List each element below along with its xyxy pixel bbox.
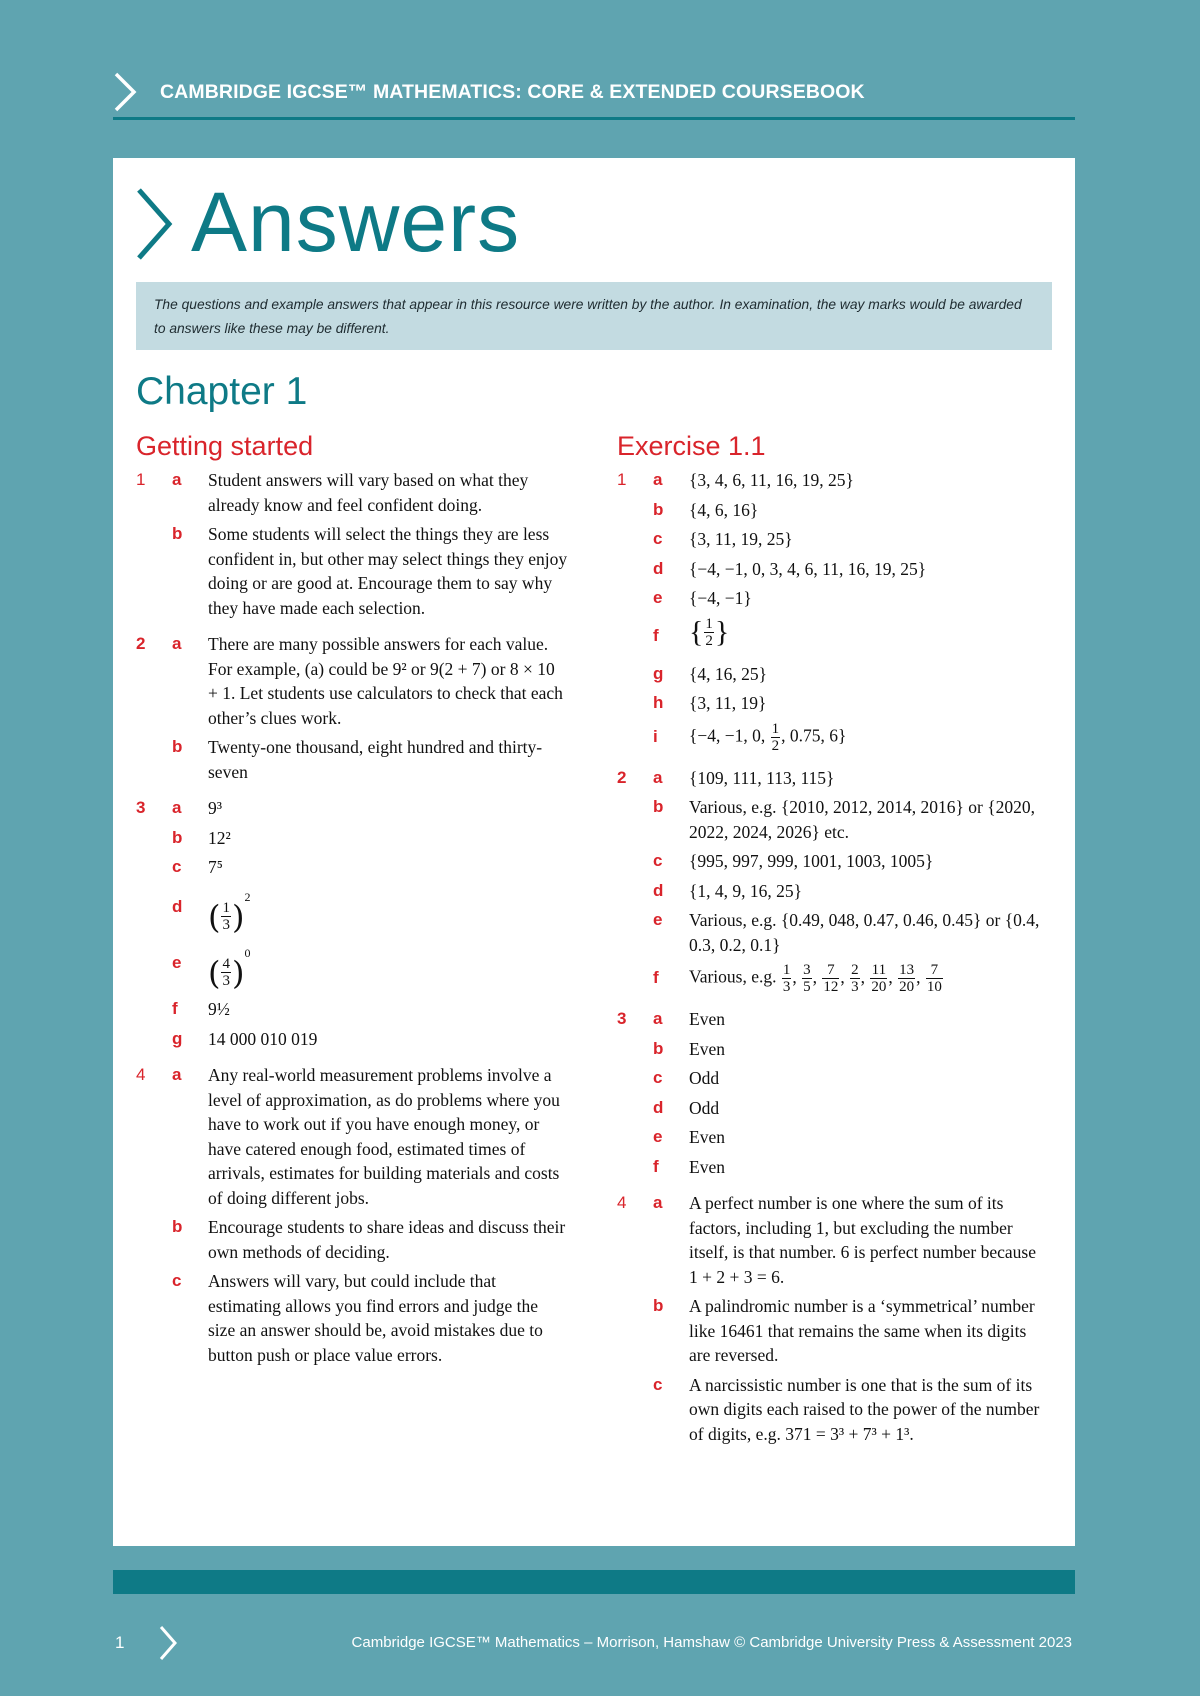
question-number: 3 [136,798,146,817]
section-heading: Getting started [136,431,314,461]
answer-part [172,1027,576,1052]
answer-part [653,1155,1057,1180]
fraction-list [781,962,944,995]
exercise-column [617,428,1057,1458]
fraction [926,962,943,995]
question-2 [617,766,1057,1001]
numerator: 1 [771,720,780,737]
answer-part [172,522,576,620]
answer-part [172,632,576,730]
exponent: 2 [244,889,251,904]
separator: , [812,966,822,987]
answer-text: Encourage students to share ideas and discuss their own methods of deciding. [208,1217,566,1262]
answer-part [172,1269,576,1367]
part-label: b [172,737,183,756]
answer-part [653,1294,1057,1368]
numerator: 3 [803,962,811,978]
answer-part [172,468,576,517]
fraction [802,962,812,995]
answer-text: 12² [208,827,231,848]
part-label: f [653,968,659,987]
answer-math [689,962,1057,995]
fraction [822,962,839,995]
question-1 [136,468,576,625]
question-number: 4 [617,1193,627,1212]
chevron-right-icon [135,186,173,262]
answer-part [172,855,576,880]
answer-part [653,795,1057,844]
header-divider [113,117,1075,120]
answer-part [653,879,1057,904]
denominator: 3 [222,916,230,933]
numerator: 7 [926,962,943,979]
numerator: 7 [822,962,839,979]
answer-part [172,735,576,784]
part-label: e [653,910,663,929]
numerator: 1 [705,615,713,632]
book-title: CAMBRIDGE IGCSE™ MATHEMATICS: CORE & EXTENDED COURSEBOOK [160,81,865,103]
denominator: 20 [899,979,915,995]
denominator: 5 [803,979,811,995]
part-label: c [172,857,182,876]
answer-text: {995, 997, 999, 1001, 1003, 1005} [689,851,934,871]
question-3 [136,796,576,1056]
running-header [113,70,1075,120]
answer-part [172,796,576,821]
part-label: c [653,851,663,870]
part-label: c [653,1068,663,1087]
answer-part [172,997,576,1022]
answer-part [172,1063,576,1210]
part-label: e [653,588,663,607]
answer-text: A perfect number is one where the sum of its factors, including 1, but excluding the number itself, is that number. 6 is perfect number because 1 + 2 + 3 = 6. [689,1193,1036,1287]
part-label: c [653,1374,663,1394]
part-label: i [653,726,658,746]
question-3 [617,1007,1057,1184]
part-label: d [653,1097,664,1117]
answer-part [653,586,1057,611]
fraction [782,962,792,995]
answer-part [653,616,1057,656]
answer-text: {109, 111, 113, 115} [689,767,835,788]
numerator: 2 [851,962,859,978]
answer-part [172,1215,576,1264]
page-number: 1 [115,1633,125,1652]
answer-part [653,766,1057,791]
separator: , [916,966,925,987]
part-label: a [172,634,182,653]
part-label: a [653,470,663,489]
set-start: {−4, −1, 0, [689,725,766,746]
question-number: 4 [136,1065,146,1085]
answer-part [172,826,576,851]
part-label: e [653,1127,663,1146]
numerator: 1 [222,899,230,916]
question-number: 1 [136,470,146,489]
part-label: c [172,1271,182,1291]
answer-text: There are many possible answers for each value. For example, (a) could be 9² or 9(2 + 7) or 8 × 10 + 1. Let students use calculators to check that each other’s clues work. [208,634,563,728]
part-label: c [653,529,663,548]
denominator: 3 [851,979,859,995]
answer-math: ( $\frac{4}{3}$ )$^0$ [208,945,251,992]
part-label: a [172,798,182,817]
answer-part [653,962,1057,995]
answer-part [653,1066,1057,1091]
separator: , [792,966,802,987]
getting-started-column [136,428,576,1379]
answer-math: { $\frac{1}{2}$ } [689,615,730,649]
part-label: f [172,999,178,1019]
question-4 [617,1191,1057,1451]
answer-text: {3, 4, 6, 11, 16, 19, 25} [689,470,854,490]
question-4 [136,1063,576,1372]
answer-part [653,691,1057,716]
fraction [870,962,887,995]
question-1 [617,468,1057,759]
answer-part [172,941,576,992]
page-title-text: Answers [191,175,521,269]
part-label: b [172,524,183,543]
disclaimer-box: The questions and example answers that appear in this resource were written by the author. In examination, the way marks would be awarded to answers like these may be different. [136,282,1052,350]
answer-text: A palindromic number is a ‘symmetrical’ number like 16461 that remains the same when its digits are reversed. [689,1296,1035,1365]
answer-part [653,662,1057,687]
fraction [898,962,915,995]
part-label: a [172,1065,182,1085]
question-2 [136,632,576,789]
part-label: f [653,625,659,645]
part-label: g [172,1028,183,1048]
denominator: 3 [782,979,791,995]
answer-text: 14 000 010 019 [208,1028,318,1049]
part-label: b [653,499,664,519]
answer-text: {4, 16, 25} [689,663,768,684]
part-label: e [172,952,182,972]
separator: , [860,966,870,987]
fraction [850,962,860,995]
section-heading: Exercise 1.1 [617,431,766,461]
answer-part [653,721,1057,754]
answer-part [653,498,1057,523]
part-label: b [172,1217,183,1237]
part-label: g [653,663,664,683]
part-label: b [653,1296,664,1315]
answer-text: 7⁵ [208,857,223,877]
question-number: 2 [617,767,627,787]
part-label: f [653,1156,659,1176]
copyright-footer: Cambridge IGCSE™ Mathematics – Morrison, Hamshaw © Cambridge University Press & Assessment 2023 [351,1634,1072,1651]
answer-prefix: Various, e.g. [689,966,777,987]
answer-text: {−4, −1} [689,588,752,608]
numerator: 4 [222,956,230,973]
answer-text: Various, e.g. {0.49, 048, 0.47, 0.46, 0.45} or {0.4, 0.3, 0.2, 0.1} [689,910,1040,955]
question-number: 2 [136,634,146,653]
answer-text: {−4, −1, 0, 3, 4, 6, 11, 16, 19, 25} [689,558,927,579]
answer-math [689,721,1057,754]
answer-text: Answers will vary, but could include that estimating allows you find errors and judge the size an answer should be, avoid mistakes due to button push or place value errors. [208,1271,543,1365]
numerator: 1 [782,962,791,978]
answer-text: {3, 11, 19, 25} [689,529,793,549]
part-label: b [172,827,183,847]
answer-text: 9³ [208,798,222,818]
part-label: d [653,558,664,578]
question-number: 1 [617,470,627,489]
answer-text: {4, 6, 16} [689,499,759,520]
answer-part [653,1191,1057,1289]
answer-math: ( $\frac{1}{3}$ )$^2$ [208,889,251,936]
page-content [113,158,1075,1546]
answer-text: 9½ [208,999,230,1020]
answer-text: Odd [689,1097,720,1118]
answer-part [653,849,1057,874]
part-label: a [172,470,182,489]
denominator: 12 [823,979,839,995]
numerator: 13 [899,962,915,978]
answer-part [653,908,1057,957]
part-label: d [172,896,183,916]
denominator: 20 [871,979,887,995]
numerator: 11 [871,962,887,978]
fraction [771,721,781,754]
answer-part [653,468,1057,493]
answer-text: Even [689,1009,725,1029]
separator: , [888,966,898,987]
fraction [221,900,231,933]
exponent: 0 [244,945,251,960]
answer-part [653,1096,1057,1121]
fraction [704,616,714,649]
answer-part [653,557,1057,582]
denominator: 2 [705,632,713,649]
answer-part [653,1037,1057,1062]
answer-text: Even [689,1127,725,1147]
part-label: b [653,1038,664,1058]
answer-text: {1, 4, 9, 16, 25} [689,880,803,901]
denominator: 2 [771,737,780,754]
part-label: b [653,797,664,816]
answer-text: Various, e.g. {2010, 2012, 2014, 2016} or {2020, 2022, 2024, 2026} etc. [689,797,1036,842]
answer-text: Even [689,1038,725,1059]
denominator: 10 [926,979,942,995]
answer-text: Student answers will vary based on what they already know and feel confident doing. [208,470,529,515]
denominator: 3 [222,973,230,990]
answer-text: {3, 11, 19} [689,693,767,713]
answer-text: Twenty-one thousand, eight hundred and thirty-seven [208,737,543,782]
footer-band [113,1570,1075,1594]
answer-text: Even [689,1156,725,1177]
chapter-heading: Chapter 1 [136,370,308,413]
set-end: , 0.75, 6} [781,725,847,746]
answer-text: Odd [689,1068,720,1088]
part-label: a [653,1009,663,1028]
answer-part [653,1373,1057,1447]
chevron-right-icon [113,72,137,112]
answer-part [172,885,576,936]
answer-text: Some students will select the things they are less confident in, but other may select things they enjoy doing or are good at. Encourage them to say why they have made each selection. [208,524,568,618]
answer-part [653,1007,1057,1032]
answer-part [653,1125,1057,1150]
part-label: h [653,693,664,712]
part-label: a [653,1193,663,1212]
answer-text: Any real-world measurement problems involve a level of approximation, as do problems where you have to work out if you have enough money, or have catered enough food, estimated times of arrivals, estimates for building materials and costs of doing different jobs. [208,1065,560,1208]
separator: , [840,966,850,987]
part-label: a [653,767,663,787]
answer-text: A narcissistic number is one that is the sum of its own digits each raised to the power of the number of digits, e.g. 371 = 3³ + 7³ + 1³. [689,1374,1040,1444]
question-number: 3 [617,1009,627,1028]
chevron-right-icon [158,1625,178,1661]
fraction [221,956,231,989]
answer-part [653,527,1057,552]
part-label: d [653,880,664,900]
